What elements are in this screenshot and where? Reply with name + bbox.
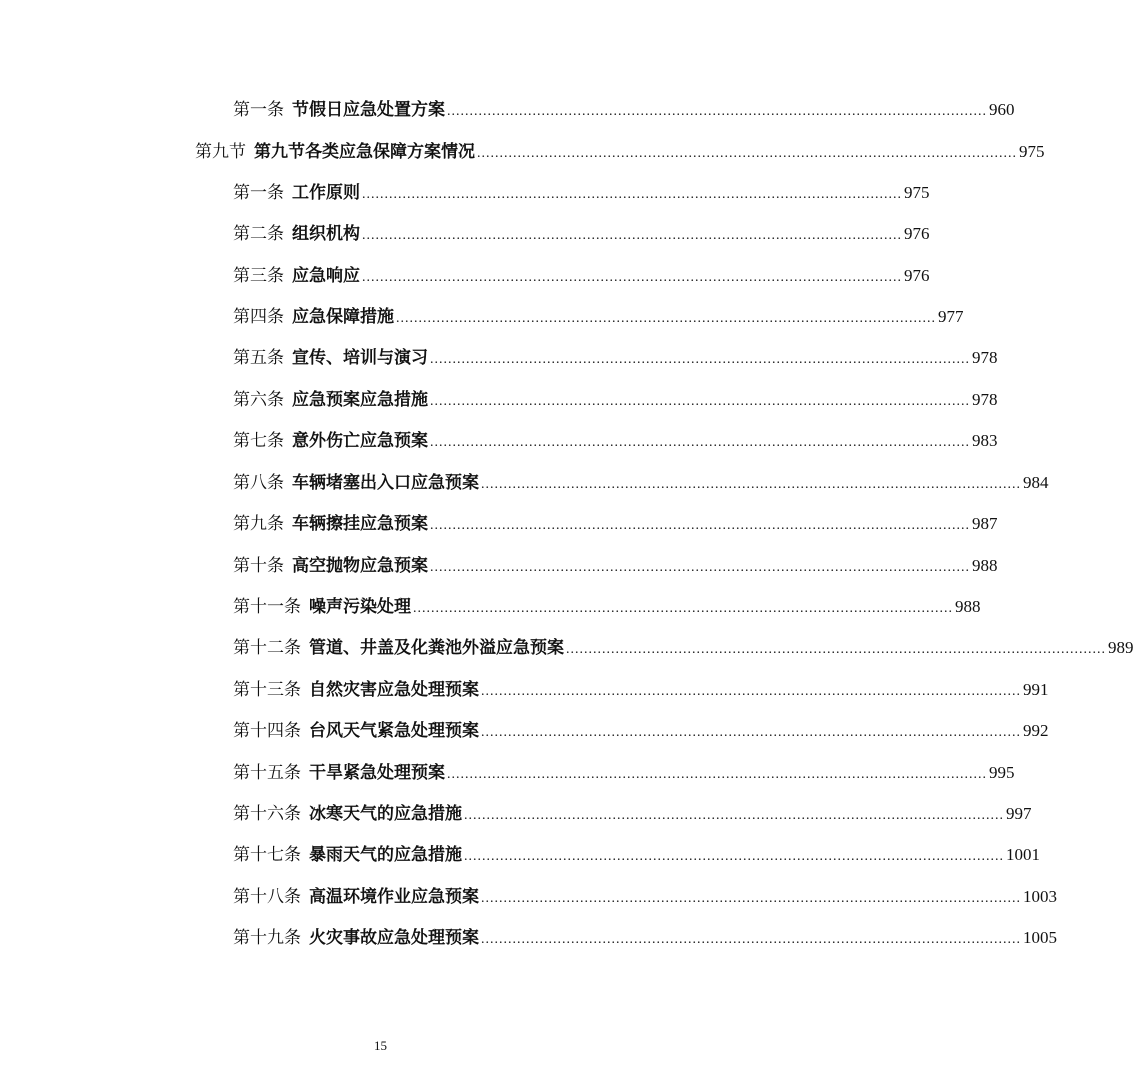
toc-leader-dots: ........................................................................................................................ xyxy=(447,767,987,782)
page-number: 15 xyxy=(374,1038,387,1053)
toc-entry-page: 975 xyxy=(1019,142,1045,161)
toc-entry[interactable] xyxy=(233,678,1049,702)
toc-entry-number: 第十八条 xyxy=(233,887,301,907)
toc-entry-number: 第九条 xyxy=(233,514,284,534)
toc-entry-number: 第六条 xyxy=(233,390,284,410)
toc-leader-dots: ........................................................................................................................ xyxy=(447,104,987,119)
toc-entry-number: 第十九条 xyxy=(233,928,301,948)
toc-leader-dots: ........................................................................................................................ xyxy=(464,808,1004,823)
toc-entry[interactable] xyxy=(233,926,1057,950)
toc-entry[interactable] xyxy=(233,346,998,370)
toc-entry-number: 第一条 xyxy=(233,183,284,203)
toc-entry-number: 第十四条 xyxy=(233,721,301,741)
toc-entry-title: 冰寒天气的应急措施 xyxy=(309,804,462,824)
toc-leader-dots: ........................................................................................................................ xyxy=(481,725,1021,740)
toc-leader-dots: ........................................................................................................................ xyxy=(481,477,1021,492)
toc-leader-dots: ........................................................................................................................ xyxy=(464,849,1004,864)
toc-entry-title: 车辆擦挂应急预案 xyxy=(292,514,428,534)
toc-entry-title: 管道、井盖及化粪池外溢应急预案 xyxy=(309,638,564,658)
toc-leader-dots: ........................................................................................................................ xyxy=(413,601,953,616)
toc-entry[interactable] xyxy=(233,181,930,205)
toc-entry[interactable] xyxy=(233,554,998,578)
toc-entry-title: 台风天气紧急处理预案 xyxy=(309,721,479,741)
toc-leader-dots: ........................................................................................................................ xyxy=(430,352,970,367)
toc-entry[interactable] xyxy=(233,222,930,246)
toc-entry-number: 第十二条 xyxy=(233,638,301,658)
toc-entry[interactable] xyxy=(233,636,1134,660)
toc-leader-dots: ........................................................................................................................ xyxy=(430,518,970,533)
toc-entry-number: 第十三条 xyxy=(233,680,301,700)
toc-entry[interactable] xyxy=(233,761,1015,785)
toc-entry-page: 997 xyxy=(1006,804,1032,823)
toc-entry[interactable] xyxy=(233,98,1015,122)
toc-entry-page: 1003 xyxy=(1023,887,1057,906)
toc-entry-page: 987 xyxy=(972,514,998,533)
toc-entry-title: 暴雨天气的应急措施 xyxy=(309,845,462,865)
toc-entry-number: 第二条 xyxy=(233,224,284,244)
toc-entry[interactable] xyxy=(233,305,964,329)
toc-entry[interactable] xyxy=(233,429,998,453)
toc-entry-title: 节假日应急处置方案 xyxy=(292,100,445,120)
toc-leader-dots: ........................................................................................................................ xyxy=(481,891,1021,906)
toc-entry-number: 第十七条 xyxy=(233,845,301,865)
toc-entry[interactable] xyxy=(233,719,1049,743)
toc-entry-page: 1001 xyxy=(1006,845,1040,864)
toc-leader-dots: ........................................................................................................................ xyxy=(430,560,970,575)
toc-entry-page: 988 xyxy=(955,597,981,616)
toc-entry-number: 第十五条 xyxy=(233,763,301,783)
toc-entry[interactable] xyxy=(233,802,1032,826)
toc-entry-number: 第九节 xyxy=(195,142,246,162)
toc-entry-title: 宣传、培训与演习 xyxy=(292,348,428,368)
toc-entry-title: 干旱紧急处理预案 xyxy=(309,763,445,783)
toc-entry-number: 第四条 xyxy=(233,307,284,327)
toc-entry-page: 984 xyxy=(1023,473,1049,492)
toc-entry-page: 991 xyxy=(1023,680,1049,699)
toc-leader-dots: ........................................................................................................................ xyxy=(362,187,902,202)
toc-entry-page: 978 xyxy=(972,348,998,367)
toc-leader-dots: ........................................................................................................................ xyxy=(481,932,1021,947)
toc-entry-number: 第十一条 xyxy=(233,597,301,617)
toc-entry-page: 975 xyxy=(904,183,930,202)
toc-leader-dots: ........................................................................................................................ xyxy=(362,228,902,243)
toc-entry-page: 988 xyxy=(972,556,998,575)
toc-entry-title: 应急响应 xyxy=(292,266,360,286)
toc-entry-title: 火灾事故应急处理预案 xyxy=(309,928,479,948)
toc-entry-title: 车辆堵塞出入口应急预案 xyxy=(292,473,479,493)
toc-entry-title: 应急预案应急措施 xyxy=(292,390,428,410)
toc-leader-dots: ........................................................................................................................ xyxy=(430,394,970,409)
toc-entry-title: 第九节各类应急保障方案情况 xyxy=(254,142,475,162)
toc-entry-title: 应急保障措施 xyxy=(292,307,394,327)
toc-entry-title: 高空抛物应急预案 xyxy=(292,556,428,576)
toc-entry-page: 976 xyxy=(904,224,930,243)
toc-entry-title: 工作原则 xyxy=(292,183,360,203)
toc-entry[interactable] xyxy=(233,885,1057,909)
toc-entry-page: 960 xyxy=(989,100,1015,119)
toc-entry-title: 高温环境作业应急预案 xyxy=(309,887,479,907)
toc-entry-page: 995 xyxy=(989,763,1015,782)
toc-leader-dots: ........................................................................................................................ xyxy=(396,311,936,326)
toc-entry-title: 自然灾害应急处理预案 xyxy=(309,680,479,700)
toc-entry[interactable] xyxy=(233,471,1049,495)
toc-entry-page: 978 xyxy=(972,390,998,409)
toc-entry-number: 第七条 xyxy=(233,431,284,451)
toc-leader-dots: ........................................................................................................................ xyxy=(430,435,970,450)
toc-entry-number: 第三条 xyxy=(233,266,284,286)
toc-entry-page: 1005 xyxy=(1023,928,1057,947)
toc-entry-title: 组织机构 xyxy=(292,224,360,244)
toc-entry[interactable] xyxy=(233,512,998,536)
toc-leader-dots: ........................................................................................................................ xyxy=(362,270,902,285)
toc-entry[interactable] xyxy=(233,595,981,619)
toc-entry-title: 意外伤亡应急预案 xyxy=(292,431,428,451)
toc-entry-page: 976 xyxy=(904,266,930,285)
toc-entry-title: 噪声污染处理 xyxy=(309,597,411,617)
toc-entry-number: 第十六条 xyxy=(233,804,301,824)
toc-entry-page: 983 xyxy=(972,431,998,450)
toc-entry-number: 第一条 xyxy=(233,100,284,120)
toc-leader-dots: ........................................................................................................................ xyxy=(481,684,1021,699)
toc-entry[interactable] xyxy=(233,264,930,288)
toc-entry-section[interactable] xyxy=(195,140,1045,164)
toc-entry[interactable] xyxy=(233,843,1040,867)
toc-entry-page: 977 xyxy=(938,307,964,326)
toc-leader-dots: ........................................................................................................................ xyxy=(477,146,1017,161)
toc-entry-number: 第五条 xyxy=(233,348,284,368)
toc-entry-page: 989 xyxy=(1108,638,1134,657)
toc-entry[interactable] xyxy=(233,388,998,412)
toc-entry-number: 第十条 xyxy=(233,556,284,576)
toc-entry-number: 第八条 xyxy=(233,473,284,493)
toc-leader-dots: ........................................................................................................................ xyxy=(566,642,1106,657)
toc-entry-page: 992 xyxy=(1023,721,1049,740)
